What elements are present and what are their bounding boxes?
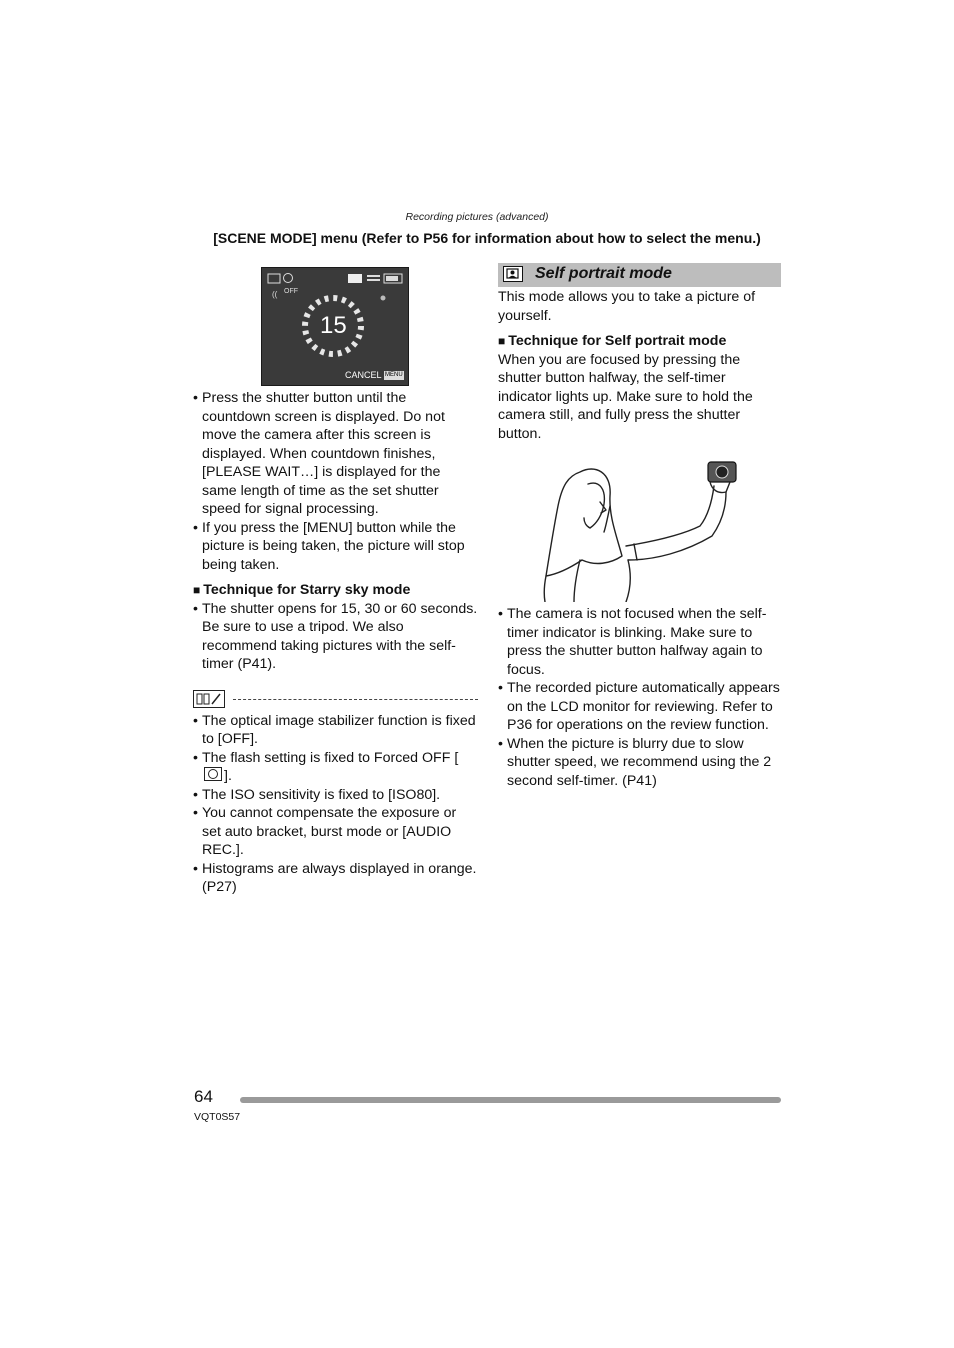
list-item: • Press the shutter button until the countdown screen is displayed. Do not move the camera after this screen is displayed. When countdown finishes, [PLEASE WAIT…] is displayed for the same length of time as the set shutter speed for signal processing. bbox=[193, 389, 478, 519]
flash-status-text: OFF bbox=[284, 288, 298, 295]
left-column bbox=[193, 389, 478, 897]
list-item: • Histograms are always displayed in orange. (P27) bbox=[193, 860, 478, 897]
dashed-divider bbox=[233, 699, 478, 700]
list-item: • If you press the [MENU] button while the picture is being taken, the picture will stop being taken. bbox=[193, 519, 478, 575]
list-item: • The ISO sensitivity is fixed to [ISO80]. bbox=[193, 786, 478, 805]
note-icon bbox=[193, 690, 225, 708]
running-head: Recording pictures (advanced) bbox=[405, 211, 549, 223]
list-item: • The recorded picture automatically appears on the LCD monitor for reviewing. Refer to P36 for operations on the review function. bbox=[498, 679, 782, 735]
scene-notes bbox=[193, 712, 478, 897]
list-item bbox=[193, 749, 478, 786]
right-column bbox=[498, 288, 782, 443]
flash-note-prefix: The flash setting is fixed to Forced OFF [ bbox=[202, 749, 459, 766]
flash-note-suffix: ]. bbox=[224, 768, 232, 784]
right-bullets-block bbox=[498, 605, 782, 790]
mode-title: Self portrait mode bbox=[535, 265, 672, 282]
list-item: • The optical image stabilizer function is fixed to [OFF]. bbox=[193, 712, 478, 749]
starry-sky-heading-text: Technique for Starry sky mode bbox=[203, 582, 411, 598]
countdown-screen-image bbox=[261, 267, 409, 386]
svg-text:((: (( bbox=[272, 290, 278, 299]
self-portrait-notes bbox=[498, 605, 782, 790]
list-item: • You cannot compensate the exposure or set auto bracket, burst mode or [AUDIO REC.]. bbox=[193, 804, 478, 860]
flash-off-icon bbox=[204, 767, 222, 781]
self-portrait-illustration bbox=[540, 456, 745, 602]
footer-rule bbox=[240, 1097, 781, 1103]
list-item: • The shutter opens for 15, 30 or 60 seconds. Be sure to use a tripod. We also recommend taking pictures with the self-timer (P41). bbox=[193, 600, 478, 674]
model-code: VQT0S57 bbox=[194, 1111, 241, 1123]
page-number: 64 bbox=[194, 1087, 213, 1106]
technique-body: When you are focused by pressing the shutter button halfway, the self-timer indicator lights up. Make sure to hold the camera still, and fully press the shutter button. bbox=[498, 351, 753, 442]
section-title: [SCENE MODE] menu (Refer to P56 for information about how to select the menu.) bbox=[213, 230, 761, 246]
starry-sky-notes bbox=[193, 600, 478, 674]
list-item: • When the picture is blurry due to slow shutter speed, we recommend using the 2 second self-timer. (P41) bbox=[498, 735, 782, 791]
note-separator bbox=[193, 690, 478, 710]
self-portrait-mode-bar bbox=[498, 263, 781, 287]
mode-intro: This mode allows you to take a picture of yourself. bbox=[498, 289, 756, 324]
list-item: • The camera is not focused when the self-timer indicator is blinking. Make sure to press the shutter button halfway again to focus. bbox=[498, 605, 782, 679]
countdown-number: 15 bbox=[320, 312, 347, 339]
starry-sky-heading: ■ Technique for Starry sky mode bbox=[193, 582, 411, 598]
cancel-label: CANCEL bbox=[345, 370, 382, 380]
countdown-notes bbox=[193, 389, 478, 574]
self-portrait-mode-icon bbox=[503, 266, 523, 282]
self-portrait-heading: ■ Technique for Self portrait mode bbox=[498, 333, 727, 349]
menu-label: MENU bbox=[385, 372, 403, 378]
self-portrait-heading-text: Technique for Self portrait mode bbox=[508, 333, 727, 349]
